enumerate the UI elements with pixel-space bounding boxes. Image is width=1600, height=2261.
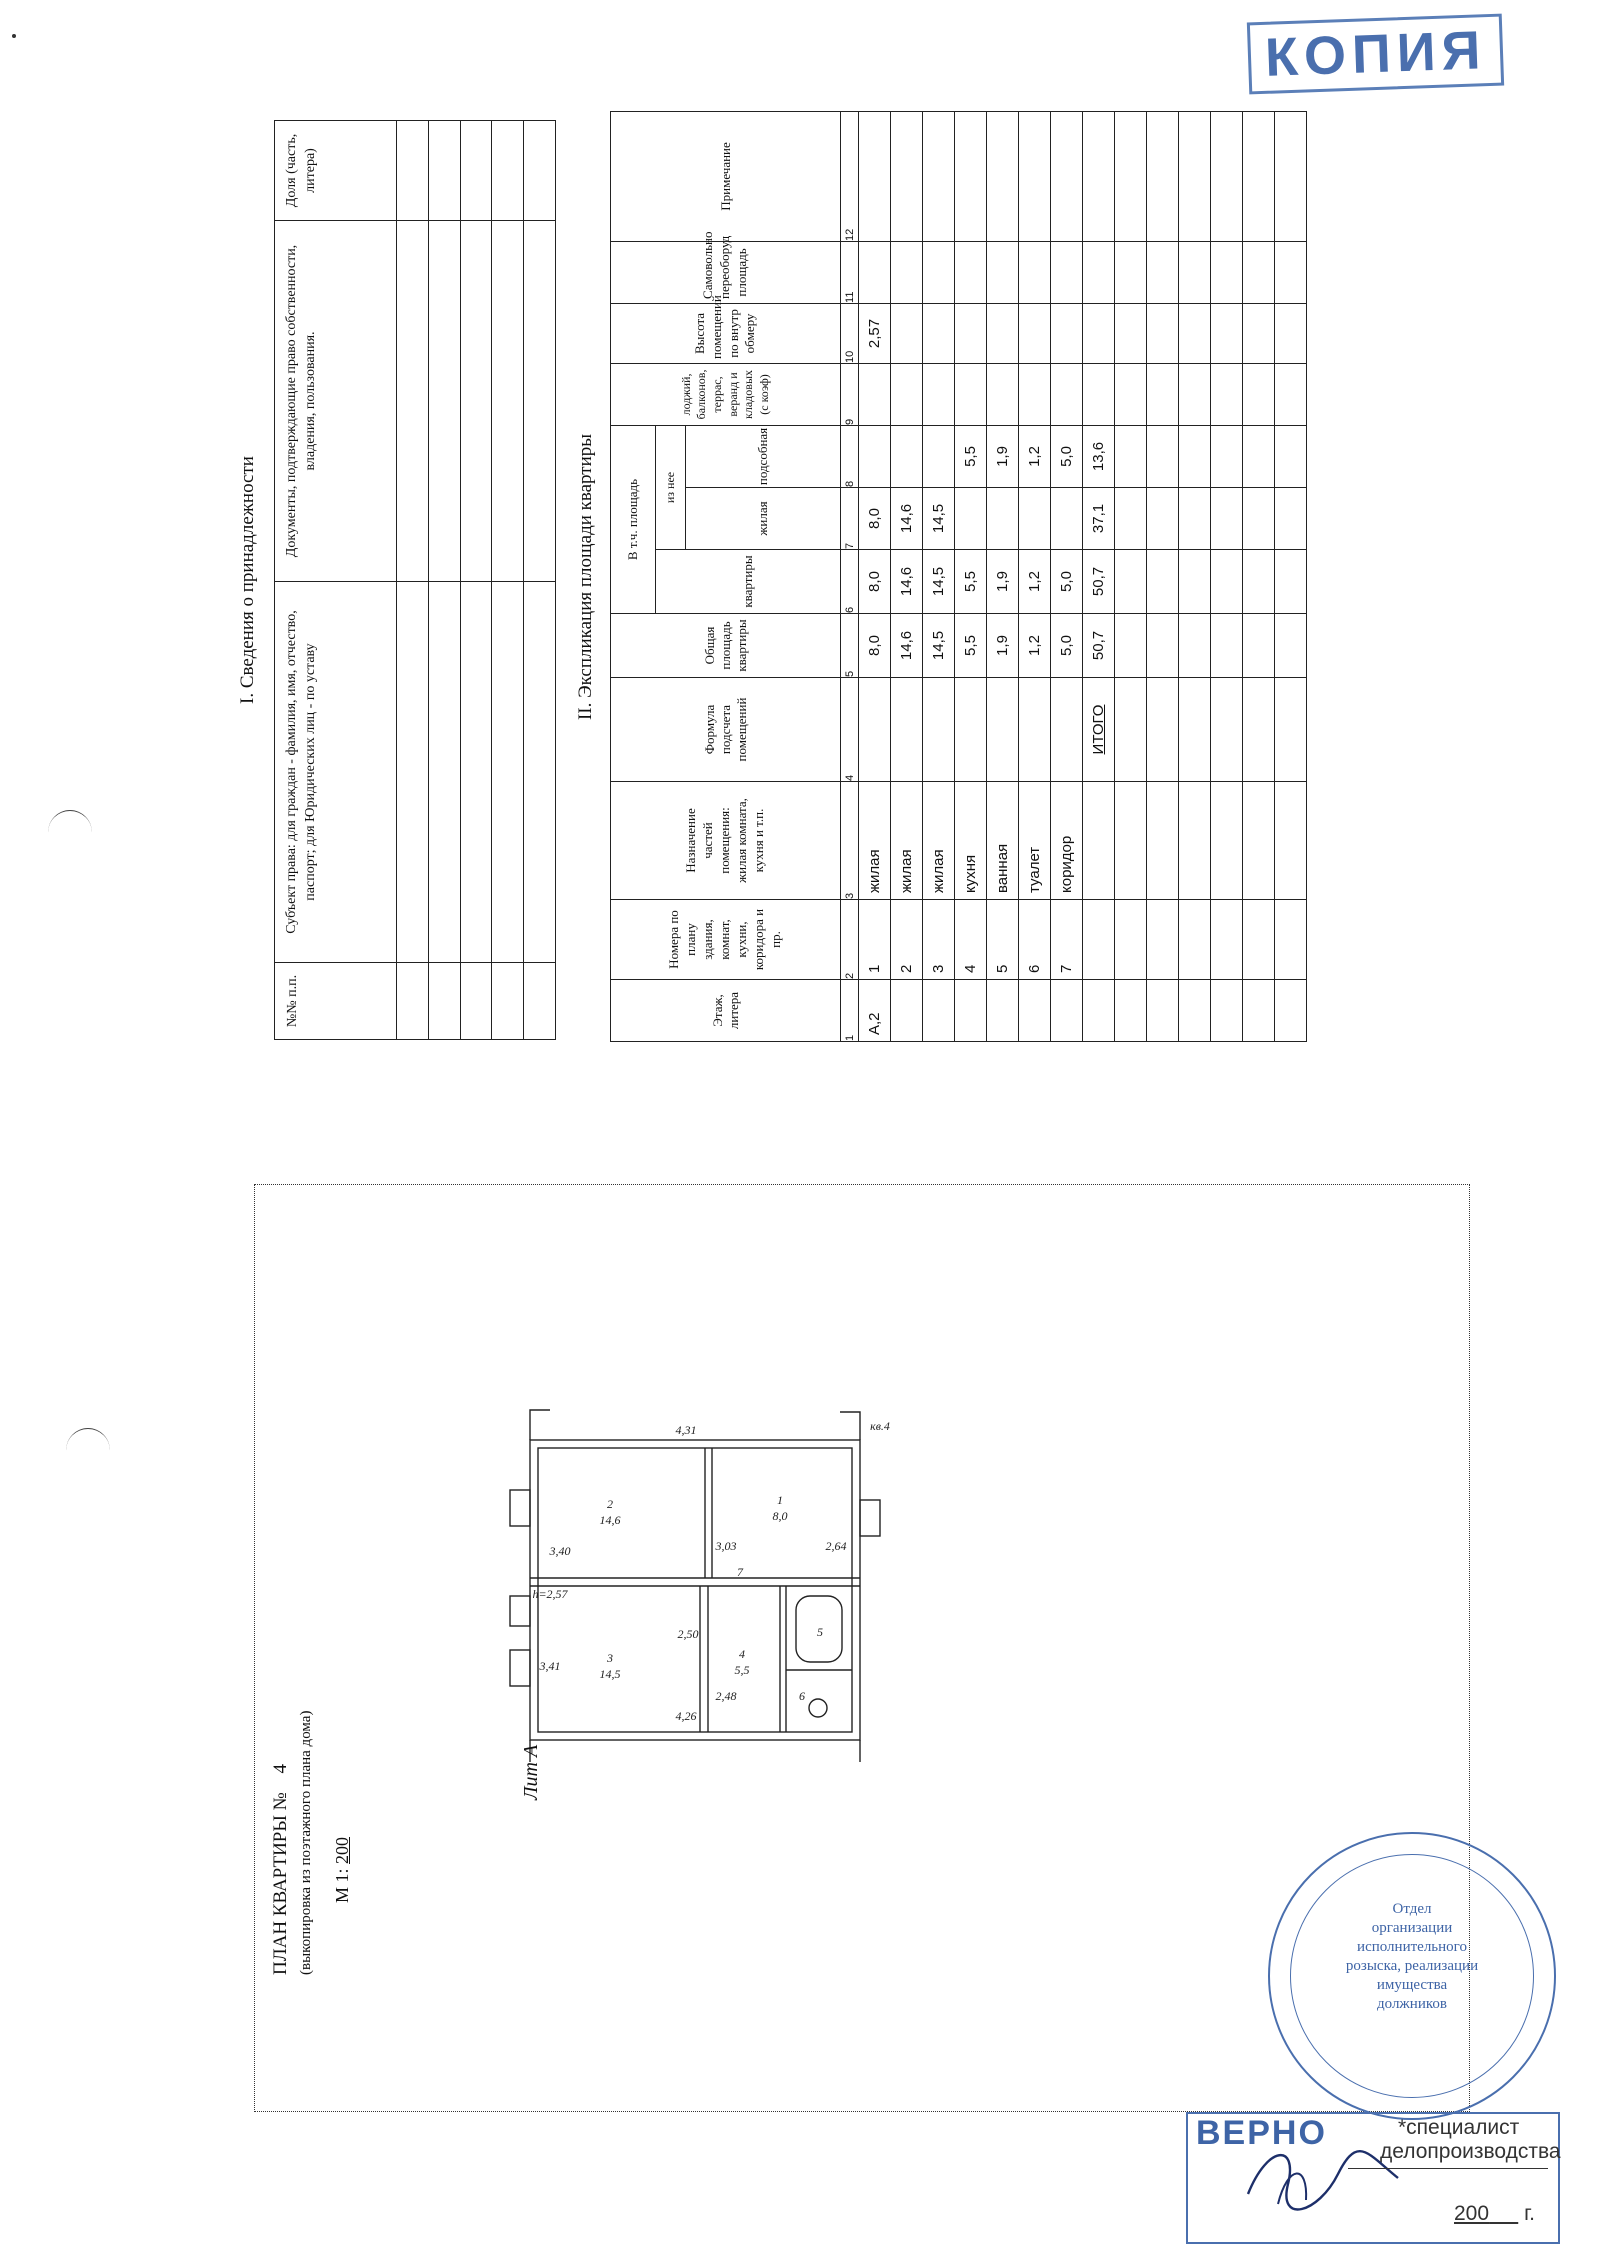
col-purpose-label: Назначение частей помещения: жилая комната, кухня и т.п.	[683, 798, 766, 883]
cell-self	[1019, 241, 1051, 303]
plan-title: ПЛАН КВАРТИРЫ №	[270, 1792, 291, 1975]
empty-cell	[1179, 614, 1211, 678]
empty-cell	[1147, 782, 1179, 900]
cell-purpose: жилая	[859, 782, 891, 900]
room-number: 6	[799, 1689, 805, 1703]
cell-purpose: кухня	[955, 782, 987, 900]
cell-living: 37,1	[1083, 488, 1115, 550]
toilet	[809, 1699, 827, 1717]
cell-num	[1083, 900, 1115, 980]
room-number: 3	[607, 1651, 613, 1665]
ownership-section	[228, 120, 558, 1040]
cell-num: 7	[1051, 900, 1083, 980]
table-row	[1179, 111, 1211, 1041]
empty-cell	[1179, 980, 1211, 1042]
cell-height	[923, 303, 955, 363]
room-area: 14,5	[599, 1667, 621, 1681]
scale-label: М 1:	[332, 1868, 352, 1903]
table-row	[987, 111, 1019, 1041]
ownership-col-share	[275, 121, 397, 221]
ownership-title: I. Сведения о принадлежности	[237, 456, 258, 704]
table-row	[1147, 111, 1179, 1041]
cell-loggia	[923, 363, 955, 425]
empty-cell	[1115, 614, 1147, 678]
window	[510, 1596, 530, 1626]
cell-height	[1051, 303, 1083, 363]
empty-cell	[1147, 550, 1179, 614]
cell-floor	[923, 980, 955, 1042]
copy-stamp	[1247, 14, 1505, 95]
empty-cell	[1115, 980, 1147, 1042]
ownership-col-documents	[275, 221, 397, 582]
empty-cell	[1179, 782, 1211, 900]
empty-cell	[1275, 550, 1307, 614]
col-group	[611, 425, 656, 613]
cell-purpose: коридор	[1051, 782, 1083, 900]
room-area: 8,0	[772, 1509, 788, 1523]
cell-self	[891, 241, 923, 303]
ownership-col-num	[275, 963, 397, 1040]
cell-formula	[955, 678, 987, 782]
cell-formula	[987, 678, 1019, 782]
cell-purpose: жилая	[891, 782, 923, 900]
table-row	[1211, 111, 1243, 1041]
empty-cell	[1211, 425, 1243, 487]
empty-cell	[1179, 488, 1211, 550]
cell-loggia	[1051, 363, 1083, 425]
table-row	[1275, 111, 1307, 1041]
room-area: 5,5	[734, 1663, 750, 1677]
table-row	[923, 111, 955, 1041]
col-self-label: Самовольно переоборуд площадь	[700, 231, 749, 299]
empty-cell	[1243, 550, 1275, 614]
col-group-label: В т.ч. площадь	[625, 478, 640, 561]
cell-self	[859, 241, 891, 303]
ownership-col-subject	[275, 582, 397, 963]
empty-cell	[1179, 425, 1211, 487]
dimension: 3,41	[539, 1659, 561, 1673]
col-floor	[611, 980, 841, 1042]
cell-aux: 13,6	[1083, 425, 1115, 487]
empty-cell	[1115, 303, 1147, 363]
verno-stamp	[1186, 2112, 1560, 2244]
table-row	[1051, 111, 1083, 1041]
empty-cell	[1147, 488, 1179, 550]
empty-cell	[1211, 678, 1243, 782]
table-row	[1083, 111, 1115, 1041]
col-plan-number-label: Номера по плану здания, комнат, кухни, коридора и пр.	[666, 908, 783, 971]
table-row	[1243, 111, 1275, 1041]
empty-cell	[1147, 111, 1179, 241]
cell-aux	[891, 425, 923, 487]
empty-cell	[1275, 241, 1307, 303]
empty-cell	[1211, 303, 1243, 363]
cell-self	[923, 241, 955, 303]
col-note	[611, 111, 841, 241]
empty-cell	[1147, 980, 1179, 1042]
empty-cell	[1179, 363, 1211, 425]
empty-cell	[1243, 425, 1275, 487]
col-number: 4	[841, 678, 859, 782]
empty-cell	[1275, 363, 1307, 425]
empty-cell	[1243, 241, 1275, 303]
cell-loggia	[987, 363, 1019, 425]
room-number: 5	[817, 1625, 823, 1639]
ownership-table	[274, 120, 556, 1040]
ownership-col-share-label: Доля (часть, литера)	[284, 133, 318, 208]
empty-cell	[1115, 363, 1147, 425]
room-number: 4	[739, 1647, 745, 1661]
empty-cell	[1243, 678, 1275, 782]
empty-cell	[1179, 303, 1211, 363]
col-number: 2	[841, 900, 859, 980]
table-row	[397, 121, 429, 1040]
cell-num: 4	[955, 900, 987, 980]
seal-line: розыска, реализации	[1345, 1958, 1479, 1974]
cell-aux	[859, 425, 891, 487]
punch-hole-top	[48, 810, 92, 855]
lit-label-block	[520, 1680, 550, 1800]
empty-cell	[1275, 303, 1307, 363]
empty-cell	[1211, 900, 1243, 980]
table-row	[460, 121, 492, 1040]
dimension: h=2,57	[532, 1587, 568, 1601]
table-row	[1019, 111, 1051, 1041]
window	[860, 1500, 880, 1536]
cell-note	[955, 111, 987, 241]
table-row	[524, 121, 556, 1040]
empty-cell	[1179, 241, 1211, 303]
empty-cell	[1147, 614, 1179, 678]
cell-formula	[923, 678, 955, 782]
col-self	[611, 231, 841, 303]
empty-cell	[1275, 614, 1307, 678]
cell-total: 5,0	[1051, 614, 1083, 678]
cell-note	[1019, 111, 1051, 241]
cell-total: 8,0	[859, 614, 891, 678]
cell-loggia	[891, 363, 923, 425]
empty-cell	[1211, 614, 1243, 678]
cell-loggia	[1019, 363, 1051, 425]
empty-cell	[1211, 363, 1243, 425]
outer-wall	[530, 1440, 860, 1740]
col-number: 1	[841, 980, 859, 1042]
col-height-label: Высота помещений по внутр обмеру	[691, 295, 758, 359]
specialist-line1: *специалист	[1398, 2116, 1520, 2139]
cell-height	[955, 303, 987, 363]
dimension: 4,26	[675, 1709, 697, 1723]
empty-cell	[1115, 900, 1147, 980]
empty-cell	[1115, 488, 1147, 550]
cell-living	[955, 488, 987, 550]
explication-table	[610, 111, 1307, 1042]
empty-cell	[1243, 614, 1275, 678]
table-row	[955, 111, 987, 1041]
empty-cell	[1147, 303, 1179, 363]
col-formula	[611, 678, 841, 782]
empty-cell	[1179, 900, 1211, 980]
empty-cell	[1115, 678, 1147, 782]
empty-cell	[1243, 111, 1275, 241]
col-note-label: Примечание	[717, 142, 733, 211]
col-number: 7	[841, 488, 859, 550]
cell-total: 14,6	[891, 614, 923, 678]
col-aux-label: подсобная	[755, 427, 770, 486]
col-aux	[686, 425, 841, 487]
empty-cell	[1275, 900, 1307, 980]
empty-cell	[1275, 488, 1307, 550]
cell-num: 5	[987, 900, 1019, 980]
cell-formula	[1019, 678, 1051, 782]
table-row	[428, 121, 460, 1040]
date-line	[1408, 2202, 1535, 2226]
cell-num: 3	[923, 900, 955, 980]
empty-cell	[1243, 980, 1275, 1042]
cell-height	[891, 303, 923, 363]
empty-cell	[1211, 488, 1243, 550]
empty-cell	[1147, 363, 1179, 425]
empty-cell	[1211, 980, 1243, 1042]
cell-living: 14,6	[891, 488, 923, 550]
col-loggia-label: лоджий, балконов, террас, веранд и кладовых (с коэф)	[678, 369, 771, 420]
explication-title: II. Экспликация площади квартиры	[575, 433, 596, 721]
cell-note	[891, 111, 923, 241]
scan-dot	[12, 34, 16, 38]
cell-aux: 5,5	[955, 425, 987, 487]
cell-total: 14,5	[923, 614, 955, 678]
col-number: 6	[841, 550, 859, 614]
empty-cell	[1211, 550, 1243, 614]
cell-height	[1083, 303, 1115, 363]
dimension: 2,64	[825, 1539, 847, 1553]
seal-line: имущества	[1376, 1977, 1448, 1993]
cell-apt: 50,7	[1083, 550, 1115, 614]
date-suffix: г.	[1524, 2202, 1536, 2225]
round-seal	[1268, 1832, 1556, 2120]
copy-stamp-text: КОПИЯ	[1247, 14, 1505, 95]
explication-section	[566, 112, 1472, 1042]
col-number-row	[841, 111, 859, 1041]
empty-cell	[1275, 425, 1307, 487]
col-living	[686, 488, 841, 550]
dimension: 4,31	[675, 1423, 697, 1437]
ownership-col-documents-label: Документы, подтверждающие право собственности, владения, пользования.	[284, 244, 318, 558]
dimension: 2,48	[715, 1689, 737, 1703]
cell-total: 1,9	[987, 614, 1019, 678]
cell-note	[987, 111, 1019, 241]
col-apt	[656, 550, 841, 614]
cell-aux: 5,0	[1051, 425, 1083, 487]
cell-aux: 1,2	[1019, 425, 1051, 487]
cell-purpose: ванная	[987, 782, 1019, 900]
floor-plan	[490, 1400, 910, 1770]
cell-apt: 5,5	[955, 550, 987, 614]
empty-cell	[1275, 782, 1307, 900]
table-row	[1115, 111, 1147, 1041]
cell-formula	[891, 678, 923, 782]
col-of-it	[656, 425, 686, 549]
empty-cell	[1243, 363, 1275, 425]
cell-total: 1,2	[1019, 614, 1051, 678]
cell-floor: А,2	[859, 980, 891, 1042]
cell-floor	[1083, 980, 1115, 1042]
seal-line: организации	[1371, 1920, 1453, 1936]
empty-cell	[1243, 782, 1275, 900]
cell-apt: 14,5	[923, 550, 955, 614]
col-of-it-label: из нее	[663, 471, 677, 504]
cell-self	[1051, 241, 1083, 303]
empty-cell	[1275, 980, 1307, 1042]
empty-cell	[1115, 425, 1147, 487]
empty-cell	[1243, 900, 1275, 980]
col-living-label: жилая	[755, 501, 770, 536]
col-number: 10	[841, 303, 859, 363]
plan-subtitle: (выкопировка из поэтажного плана дома)	[298, 1710, 314, 1975]
cell-floor	[987, 980, 1019, 1042]
cell-apt: 5,0	[1051, 550, 1083, 614]
empty-cell	[1147, 425, 1179, 487]
cell-living	[987, 488, 1019, 550]
cell-floor	[1051, 980, 1083, 1042]
empty-cell	[1147, 678, 1179, 782]
cell-height	[987, 303, 1019, 363]
cell-loggia	[1083, 363, 1115, 425]
col-number: 9	[841, 363, 859, 425]
col-height	[611, 295, 841, 363]
cell-formula	[859, 678, 891, 782]
cell-note	[1051, 111, 1083, 241]
signature	[1228, 2134, 1408, 2224]
empty-cell	[1147, 241, 1179, 303]
col-total	[611, 614, 841, 678]
cell-aux: 1,9	[987, 425, 1019, 487]
col-number: 8	[841, 425, 859, 487]
seal-line: исполнительного	[1357, 1939, 1467, 1955]
col-number: 5	[841, 614, 859, 678]
col-total-label: Общая площадь квартиры	[701, 619, 749, 672]
cell-loggia	[955, 363, 987, 425]
cell-living: 8,0	[859, 488, 891, 550]
cell-purpose: жилая	[923, 782, 955, 900]
dimension: 3,40	[549, 1544, 571, 1558]
seal-line: Отдел	[1392, 1901, 1432, 1917]
empty-cell	[1115, 111, 1147, 241]
empty-cell	[1115, 550, 1147, 614]
cell-total: 5,5	[955, 614, 987, 678]
cell-note	[859, 111, 891, 241]
cell-self	[955, 241, 987, 303]
cell-formula: ИТОГО	[1083, 678, 1115, 782]
cell-living: 14,5	[923, 488, 955, 550]
ownership-col-subject-label: Субъект права: для граждан - фамилия, имя, отчество, паспорт; для Юридических лиц - по уставу	[284, 610, 318, 934]
col-plan-number	[611, 900, 841, 980]
empty-cell	[1275, 678, 1307, 782]
cell-living	[1019, 488, 1051, 550]
empty-cell	[1211, 782, 1243, 900]
room-number: 7	[737, 1565, 743, 1579]
room-number: 2	[607, 1497, 613, 1511]
dimension: 3,03	[715, 1539, 737, 1553]
dimension: 2,50	[677, 1627, 699, 1641]
cell-purpose: туалет	[1019, 782, 1051, 900]
cell-aux	[923, 425, 955, 487]
empty-cell	[1211, 111, 1243, 241]
cell-formula	[1051, 678, 1083, 782]
room-number: 1	[777, 1493, 783, 1507]
table-row	[859, 111, 891, 1041]
empty-cell	[1115, 782, 1147, 900]
table-row	[492, 121, 524, 1040]
date-year: 200	[1454, 2202, 1490, 2225]
empty-cell	[1179, 550, 1211, 614]
cell-height	[1019, 303, 1051, 363]
cell-living	[1051, 488, 1083, 550]
empty-cell	[1179, 678, 1211, 782]
punch-hole-bottom	[66, 1428, 110, 1473]
cell-apt: 1,9	[987, 550, 1019, 614]
dimension: кв.4	[870, 1419, 890, 1433]
room-area: 14,6	[599, 1513, 621, 1527]
cell-num: 2	[891, 900, 923, 980]
cell-apt: 8,0	[859, 550, 891, 614]
cell-apt: 14,6	[891, 550, 923, 614]
cell-apt: 1,2	[1019, 550, 1051, 614]
col-purpose	[611, 782, 841, 900]
scale-value: 200	[332, 1836, 352, 1864]
col-number: 3	[841, 782, 859, 900]
col-number: 12	[841, 111, 859, 241]
col-apt-label: квартиры	[740, 555, 755, 608]
plan-title-block	[268, 1375, 388, 1975]
empty-cell	[1179, 111, 1211, 241]
cell-note	[1083, 111, 1115, 241]
table-row	[891, 111, 923, 1041]
cell-total: 50,7	[1083, 614, 1115, 678]
col-number: 11	[841, 241, 859, 303]
cell-height: 2,57	[859, 303, 891, 363]
ownership-col-num-label: №№ п.п.	[285, 974, 300, 1028]
empty-cell	[1115, 241, 1147, 303]
cell-num: 1	[859, 900, 891, 980]
plan-number: 4	[270, 1763, 291, 1774]
cell-self	[987, 241, 1019, 303]
col-loggia	[611, 363, 841, 425]
col-floor-label: Этаж, литера	[709, 991, 741, 1030]
specialist-line2: делопроизводства	[1380, 2140, 1561, 2163]
empty-cell	[1243, 303, 1275, 363]
lit-label: Лит А	[520, 1744, 542, 1800]
cell-num: 6	[1019, 900, 1051, 980]
col-formula-label: Формула подсчета помещений	[701, 697, 749, 762]
cell-floor	[891, 980, 923, 1042]
empty-cell	[1211, 241, 1243, 303]
empty-cell	[1275, 111, 1307, 241]
empty-cell	[1243, 488, 1275, 550]
seal-line: должников	[1377, 1996, 1447, 2012]
window	[510, 1490, 530, 1526]
cell-loggia	[859, 363, 891, 425]
cell-note	[923, 111, 955, 241]
cell-purpose	[1083, 782, 1115, 900]
cell-self	[1083, 241, 1115, 303]
cell-floor	[1019, 980, 1051, 1042]
empty-cell	[1147, 900, 1179, 980]
verno-label: ВЕРНО	[1196, 2114, 1327, 2152]
cell-floor	[955, 980, 987, 1042]
